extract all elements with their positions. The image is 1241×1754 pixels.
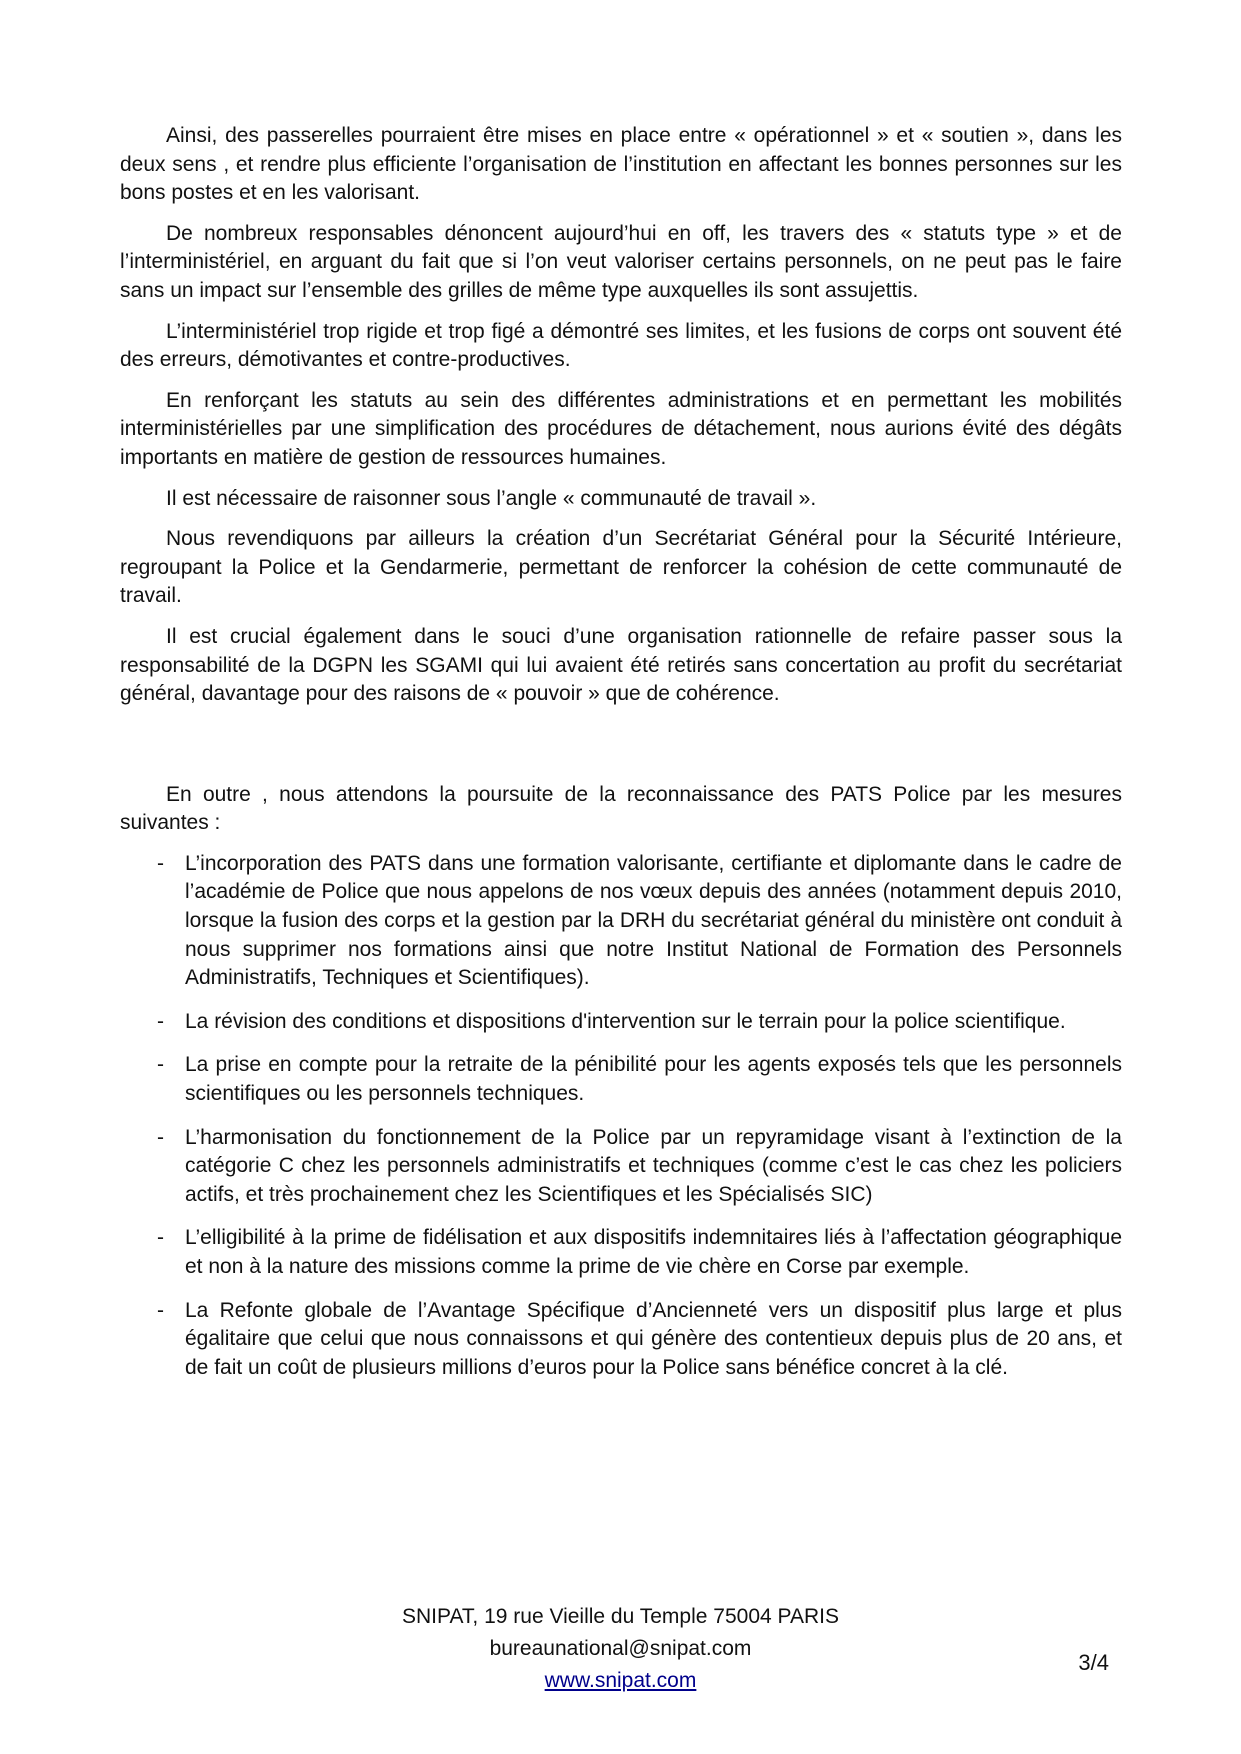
- list-item-text: La prise en compte pour la retraite de la pénibilité pour les agents exposés tels que les personnels scientifiques ou les personnels techniques.: [185, 1053, 1122, 1106]
- bullet-dash: -: [157, 1053, 164, 1077]
- list-item: [157, 1297, 1122, 1383]
- demands-list: [120, 850, 1122, 1383]
- bullet-dash: -: [157, 851, 164, 875]
- page-footer: [0, 1601, 1241, 1697]
- footer-website: [0, 1665, 1241, 1697]
- bullet-dash: -: [157, 1226, 164, 1250]
- page-number: 3/4: [1078, 1650, 1109, 1675]
- bullet-dash: -: [157, 1125, 164, 1149]
- paragraph: L’interministériel trop rigide et trop figé a démontré ses limites, et les fusions de corps ont souvent été des erreurs, démotivantes et contre-productives.: [120, 319, 1122, 372]
- footer-address: SNIPAT, 19 rue Vieille du Temple 75004 PARIS: [402, 1605, 839, 1628]
- paragraph: Il est crucial également dans le souci d’une organisation rationnelle de refaire passer sous la responsabilité de la DGPN les SGAMI qui lui avaient été retirés sans concertation au profit du secrétariat général, davantage pour des raisons de « pouvoir » que de cohérence.: [120, 624, 1122, 706]
- footer-email: bureaunational@snipat.com: [489, 1637, 752, 1660]
- list-item: [157, 1224, 1122, 1281]
- bullet-dash: -: [157, 1298, 164, 1322]
- list-item-text: L’harmonisation du fonctionnement de la Police par un repyramidage visant à l’extinction de la catégorie C chez les personnels administratifs et techniques (comme c’est le cas chez les policiers actifs, et très prochainement chez les Scientifiques et les Spécialisés SIC): [185, 1125, 1122, 1206]
- list-item: [157, 850, 1122, 993]
- bullet-dash: -: [157, 1009, 164, 1033]
- paragraph: Ainsi, des passerelles pourraient être mises en place entre « opérationnel » et « soutien », dans les deux sens , et rendre plus efficiente l’organisation de l’institution en affectant les bonnes personnes sur les bons postes et en les valorisant.: [120, 124, 1122, 205]
- paragraph: Il est nécessaire de raisonner sous l’angle « communauté de travail ».: [166, 486, 817, 510]
- list-item: [157, 1124, 1122, 1210]
- paragraph: De nombreux responsables dénoncent aujourd’hui en off, les travers des « statuts type » et de l’interministériel, en arguant du fait que si l’on veut valoriser certains personnels, on ne peut pas le faire sans un impact sur l’ensemble des grilles de même type auxquelles ils sont assujettis.: [120, 221, 1122, 302]
- list-intro-paragraph: En outre , nous attendons la poursuite de la reconnaissance des PATS Police par les mesures suivantes :: [120, 782, 1122, 835]
- list-item: [157, 1008, 1122, 1037]
- paragraph: En renforçant les statuts au sein des différentes administrations et en permettant les mobilités interministérielles par une simplification des procédures de détachement, nous aurions évité des dégâts importants en matière de gestion de ressources humaines.: [120, 388, 1122, 469]
- website-link[interactable]: www.snipat.com: [544, 1669, 697, 1692]
- list-item-text: La Refonte globale de l’Avantage Spécifique d’Ancienneté vers un dispositif plus large et plus égalitaire que celui que nous connaissons et qui génère des contentieux depuis plus de 20 ans, et de fait un coût de plusieurs millions d’euros pour la Police sans bénéfice concret à la clé.: [185, 1298, 1122, 1379]
- list-item-text: L’elligibilité à la prime de fidélisation et aux dispositifs indemnitaires liés à l’affectation géographique et non à la nature des missions comme la prime de vie chère en Corse par exemple.: [185, 1226, 1122, 1278]
- list-item: [157, 1051, 1122, 1108]
- document-body: [120, 122, 1122, 1397]
- list-item-text: La révision des conditions et dispositions d'intervention sur le terrain pour la police scientifique.: [185, 1009, 1066, 1033]
- list-item-text: L’incorporation des PATS dans une formation valorisante, certifiante et diplomante dans le cadre de l’académie de Police que nous appelons de nos vœux depuis des années (notamment depuis 2010, lorsque la fusion des corps et la gestion par la DRH du secrétariat général du ministère ont conduit à nous supprimer nos formations ainsi que notre Institut National de Formation des Personnels Administratifs, Techniques et Scientifiques).: [185, 851, 1122, 990]
- vertical-spacer: [120, 721, 1122, 781]
- paragraph: Nous revendiquons par ailleurs la création d’un Secrétariat Général pour la Sécurité Intérieure, regroupant la Police et la Gendarmerie, permettant de renforcer la cohésion de cette communauté de travail.: [120, 527, 1122, 608]
